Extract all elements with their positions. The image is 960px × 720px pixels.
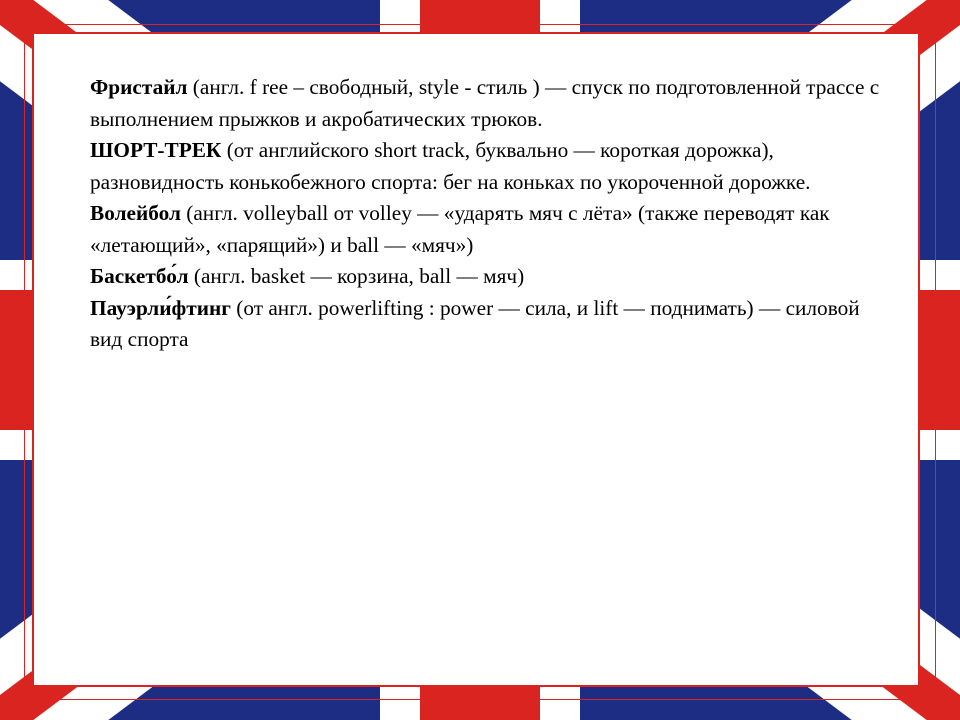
term-short-track: ШОРТ-ТРЕК (90, 138, 222, 162)
definition-volleyball-text: (англ. volleyball от volley — «ударять мяч с лёта» (также переводят как «летающий», «парящий») и ball — «мяч») (90, 201, 830, 257)
term-basketball: Баскетбо́л (90, 264, 189, 288)
term-volleyball: Волейбол (90, 201, 181, 225)
definition-basketball-text: (англ. basket — корзина, ball — мяч) (188, 264, 525, 288)
definition-powerlifting-text: (от англ. powerlifting : power — сила, и lift — поднимать) — силовой вид спорта (90, 295, 860, 351)
definition-short-track (90, 135, 880, 198)
definition-freestyle-text: (англ. f ree – свободный, style - стиль ) — спуск по подготовленной трассе с выполнением прыжков и акробатических трюков. (90, 75, 880, 131)
definition-short-track-text: (от английского short track, буквально — короткая дорожка), разновидность конькобежного спорта: бег на коньках по укороченной дорожке. (90, 138, 811, 194)
term-powerlifting: Пауэрли́фтинг (90, 295, 231, 320)
definition-freestyle (90, 72, 880, 135)
definition-basketball (90, 261, 880, 293)
definitions-text (90, 72, 880, 356)
term-freestyle: Фристайл (90, 75, 188, 99)
definition-powerlifting (90, 293, 880, 356)
definition-volleyball (90, 198, 880, 261)
